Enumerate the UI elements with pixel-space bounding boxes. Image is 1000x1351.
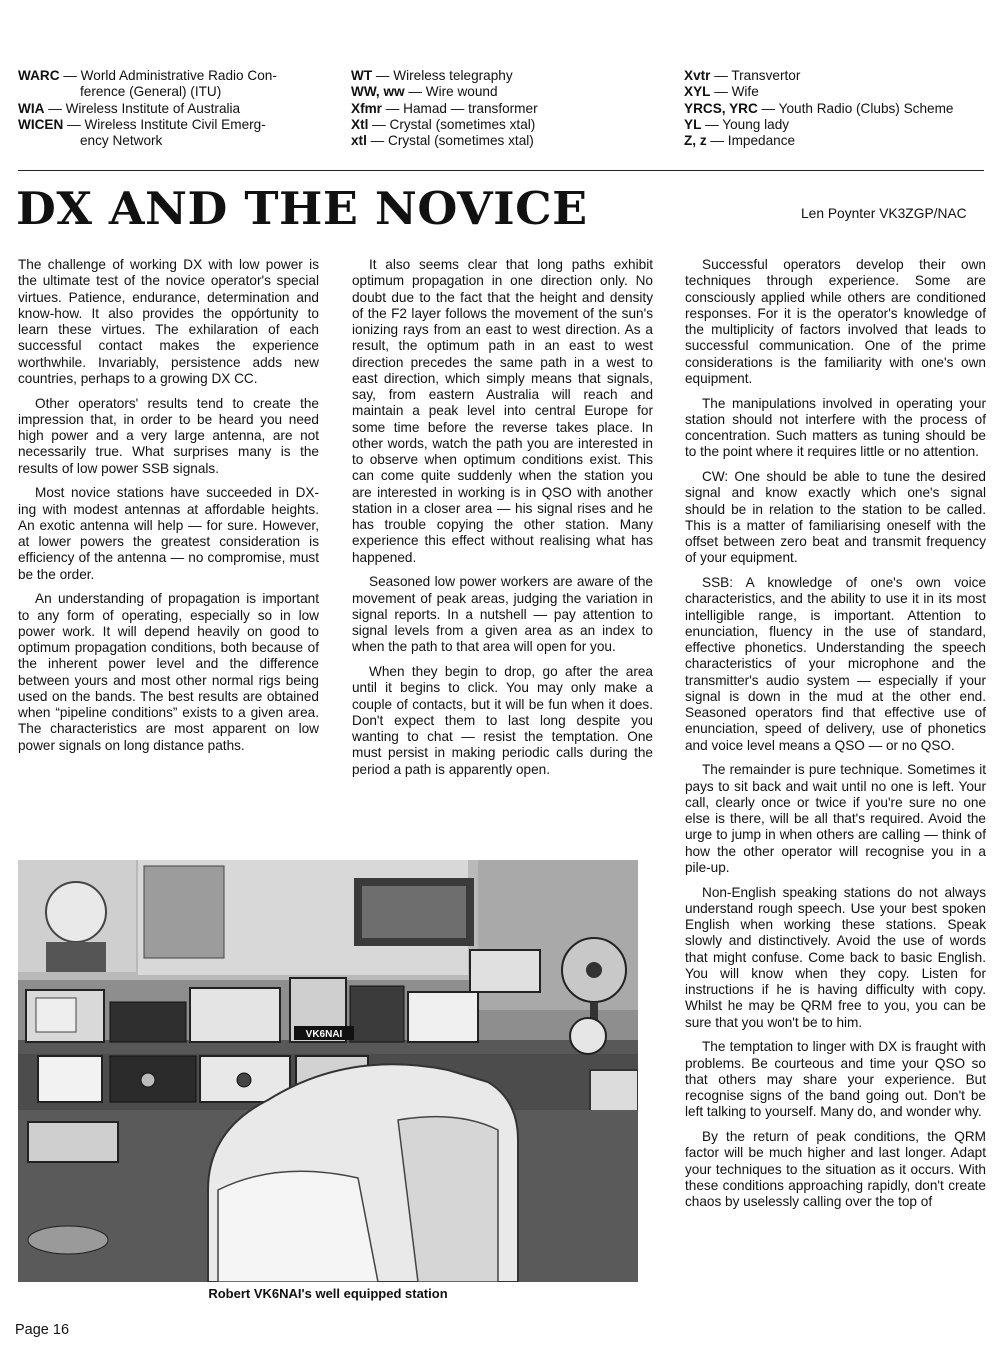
paragraph: The remainder is pure technique. Sometimes it pays to sit back and wait until no one is left. Your call, clearly once or twice if you're sure no one else is there, will be all that's required. Avoid the urge to jump in when others are calling — think of how the other operator will recognise you in a pile-up. (685, 762, 986, 875)
paragraph: Successful operators develop their own techniques through experience. Some are consciously applied while others are conditioned responses. For it is the operator's knowledge of the multiplicity of factors involved that leads to successful communication. One of the prime considerations is the familiarity with one's own equipment. (685, 257, 986, 386)
article-column-3 (685, 257, 986, 1219)
paragraph: Non-English speaking stations do not always understand rough speech. Use your best spoken English when working these stations. Speak slowly and distinctively. Avoid the use of words that might confuse. Come back to basic English. You will know when they copy. Listen for instructions if he is having difficulty with copy. Whilst he may be QRM free to you, you can be sure that you won't be to him. (685, 884, 986, 1030)
glossary-entry: YL — Young lady (684, 116, 790, 132)
article-column-2 (352, 257, 653, 786)
paragraph: When they begin to drop, go after the area until it begins to click. You may only make a couple of contacts, but it will be fun when it does. Don't expect them to last long despite you wanting to chat — resist the temptation. One must persist in making periodic calls during the period a path is apparently open. (352, 664, 653, 777)
paragraph: The temptation to linger with DX is fraught with problems. Be courteous and time your QSO so that others may share your experience. But recognise signs of the band going out. Don't be left talking to yourself. Many do, and wonder why. (685, 1039, 986, 1120)
glossary-entry: WICEN — Wireless Institute Civil Emerg- (18, 116, 266, 132)
glossary-entry: Z, z — Impedance (684, 133, 796, 149)
page-number: Page 16 (15, 1322, 70, 1338)
article-column-1 (18, 257, 319, 762)
glossary-entry-continuation: ference (General) (ITU) (80, 84, 222, 100)
callsign-sign: VK6NAI (305, 1029, 343, 1040)
photo-caption: Robert VK6NAI's well equipped station (208, 1286, 448, 1301)
article-byline: Len Poynter VK3ZGP/NAC (801, 206, 967, 221)
article-title: DX AND THE NOVICE (16, 182, 588, 235)
glossary-entry: YRCS, YRC — Youth Radio (Clubs) Scheme (684, 100, 954, 116)
glossary-entry: Xvtr — Transvertor (684, 68, 801, 83)
glossary-entry: Xfmr — Hamad — transformer (351, 100, 538, 116)
glossary-entry: Xtl — Crystal (sometimes xtal) (351, 116, 536, 132)
paragraph: Most novice stations have succeeded in DX-ing with modest antennas at affordable heights. An exotic antenna will help — for sure. However, at lower powers the greatest consideration is efficiency of the antenna — no compromise, must be the order. (18, 485, 319, 582)
paragraph: An understanding of propagation is important to any form of operating, especially so in low power work. It will depend heavily on good to optimum propagation conditions, both because of the inherent power level and the difference between yours and most other normal rigs being used on the bands. The best results are obtained when “pipeline conditions” exists to a given area. The characteristics are most apparent on low power signals on long distance paths. (18, 591, 319, 753)
paragraph: It also seems clear that long paths exhibit optimum propagation in one direction only. No doubt due to the fact that the height and density of the F2 layer follows the movement of the sun's ionizing rays from an east to west direction. As a result, the optimum path in an east to west direction precedes the same path in a west to east direction, which simply means that signals, say, from eastern Australia will reach and maintain a peak level into central Europe for some time before the reverse takes place. In other words, watch the path you are interested in to observe when optimum conditions exist. This can come quite suddenly when the station you are interested in working is in QSO with another station in a closer area — his signal rises and he has trouble copying the other station. Many experience this effect without realising what has happened. (352, 257, 653, 565)
paragraph: Other operators' results tend to create the impression that, in order to be heard you need high power and a very large antenna, are not necessarily true. What surprises many is the results of low power SSB signals. (18, 395, 319, 476)
glossary-entry-continuation: ency Network (80, 133, 163, 149)
paragraph: SSB: A knowledge of one's own voice characteristics, and the ability to use it in its most intelligible range, is important. Attention to enunciation, fluency in the use of standard, effective phonetics. Understanding the speech characteristics of your microphone and the transmitter's audio system — especially if your signal is down in the mud at the other end. Seasoned operators find that effective use of enunciation, speed of delivery, use of phonetics and voice level means a QSO — or no QSO. (685, 575, 986, 753)
paragraph: The challenge of working DX with low power is the ultimate test of the novice operator's special virtues. Patience, endurance, determination and know-how. It also provides the oppórtunity to learn these virtues. The exhilaration of each successful contact makes the experience worthwhile. Invariably, persistence adds new countries, perhaps to a growing DX CC. (18, 257, 319, 386)
glossary-entry: WW, ww — Wire wound (351, 84, 498, 100)
paragraph: CW: One should be able to tune the desired signal and know exactly which one's signal should be in relation to the station to be called. This is a matter of familiarising oneself with the offset between zero beat and transmit frequency of your equipment. (685, 469, 986, 566)
section-divider (18, 170, 984, 171)
glossary-entry: WARC — World Administrative Radio Con- (18, 68, 277, 83)
paragraph: The manipulations involved in operating your station should not interfere with the process of concentration. Such matters as tuning should be to the point where it requires little or no attention. (685, 395, 986, 460)
glossary-column-3 (684, 68, 989, 149)
station-photo (18, 860, 638, 1282)
glossary-entry: xtl — Crystal (sometimes xtal) (351, 133, 534, 149)
glossary-entry: WIA — Wireless Institute of Australia (18, 100, 241, 116)
glossary-entry: WT — Wireless telegraphy (351, 68, 513, 83)
glossary-column-1 (18, 68, 323, 149)
glossary-column-2 (351, 68, 661, 149)
paragraph: By the return of peak conditions, the QRM factor will be much higher and last longer. Adapt your techniques to the situation as it occurs. With these conditions approaching rapidly, don't create chaos by uselessly calling over the top of (685, 1129, 986, 1209)
glossary-entry: XYL — Wife (684, 84, 759, 100)
paragraph: Seasoned low power workers are aware of the movement of peak areas, judging the variation in signal reports. In a nutshell — pay attention to signal levels from a given area as an index to when the path to that area will open for you. (352, 574, 653, 655)
